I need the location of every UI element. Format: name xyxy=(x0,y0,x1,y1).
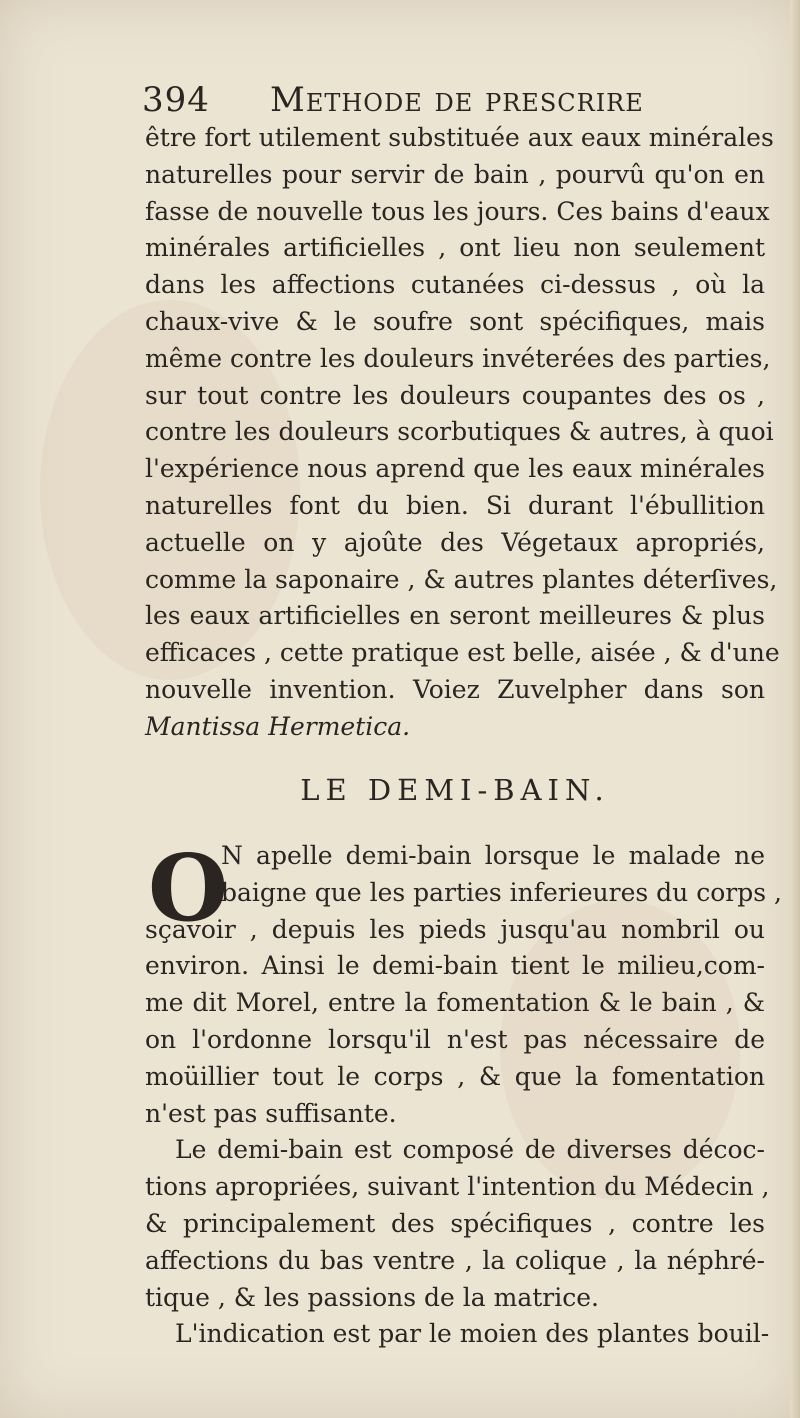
text-line: dans les affections cutanées ci-dessus , où la xyxy=(145,270,765,300)
text-line: sçavoir , depuis les pieds jusqu'au nombril ou xyxy=(145,914,765,944)
drop-cap: O xyxy=(148,834,229,942)
text-line: n'est pas suffisante. xyxy=(145,1098,397,1128)
text-line: tions apropriées, suivant l'intention du Médecin , xyxy=(145,1172,770,1202)
text-line: minérales artificielles , ont lieu non seulement xyxy=(145,233,765,263)
text-line: environ. Ainsi le demi-bain tient le milieu,com- xyxy=(145,951,765,981)
text-line: affections du bas ventre , la colique , la néphré- xyxy=(145,1245,765,1275)
section-body xyxy=(145,834,782,1353)
text-line: moüillier tout le corps , & que la fomentation xyxy=(145,1061,765,1091)
text-line: contre les douleurs scorbutiques & autres, à quoi xyxy=(145,417,774,447)
text-line: tique , & les passions de la matrice. xyxy=(145,1282,599,1312)
text-line: même contre les douleurs invéterées des parties, xyxy=(145,343,771,373)
paragraph-continuation xyxy=(145,120,780,746)
text-line: nouvelle invention. Voiez Zuvelpher dans son xyxy=(145,674,765,704)
text-line: actuelle on y ajoûte des Végetaux apropriés, xyxy=(145,527,765,557)
text-line: sur tout contre les douleurs coupantes des os , xyxy=(145,380,765,410)
text-line: L'indication est par le moien des plantes bouil- xyxy=(175,1319,770,1349)
page-number: 394 xyxy=(142,80,210,120)
text-line: naturelles pour servir de bain , pourvû qu'on en xyxy=(145,159,765,189)
text-line: Le demi-bain est composé de diverses décoc- xyxy=(175,1135,765,1165)
section-heading: LE DEMI-BAIN. xyxy=(300,773,610,807)
text-line: & principalement des spécifiques , contre les xyxy=(145,1208,765,1238)
text-line-italic: Mantissa Hermetica. xyxy=(145,711,411,741)
page-edge xyxy=(790,0,800,1418)
text-line: baigne que les parties inferieures du corps , xyxy=(221,877,782,907)
text-line: l'expérience nous aprend que les eaux minérales xyxy=(145,454,765,484)
text-line: les eaux artificielles en seront meilleures & plus xyxy=(145,601,765,631)
text-line: comme la saponaire , & autres plantes déterſives, xyxy=(145,564,778,594)
text-line: naturelles font du bien. Si durant l'ébullition xyxy=(145,490,765,520)
text-line: chaux-vive & le soufre sont spécifiques, mais xyxy=(145,306,765,336)
running-title: Methode de prescrire xyxy=(270,80,644,120)
text-line: être fort utilement substituée aux eaux minérales xyxy=(145,123,774,152)
text-line: N apelle demi-bain lorsque le malade ne xyxy=(221,841,765,870)
text-line: fasse de nouvelle tous les jours. Ces bains d'eaux xyxy=(145,196,770,226)
text-line: efficaces , cette pratique est belle, aisée , & d'une xyxy=(145,638,780,668)
text-line: on l'ordonne lorsqu'il n'est pas nécessaire de xyxy=(145,1024,765,1054)
running-head xyxy=(142,80,722,124)
text-line: me dit Morel, entre la fomentation & le bain , & xyxy=(145,988,765,1018)
